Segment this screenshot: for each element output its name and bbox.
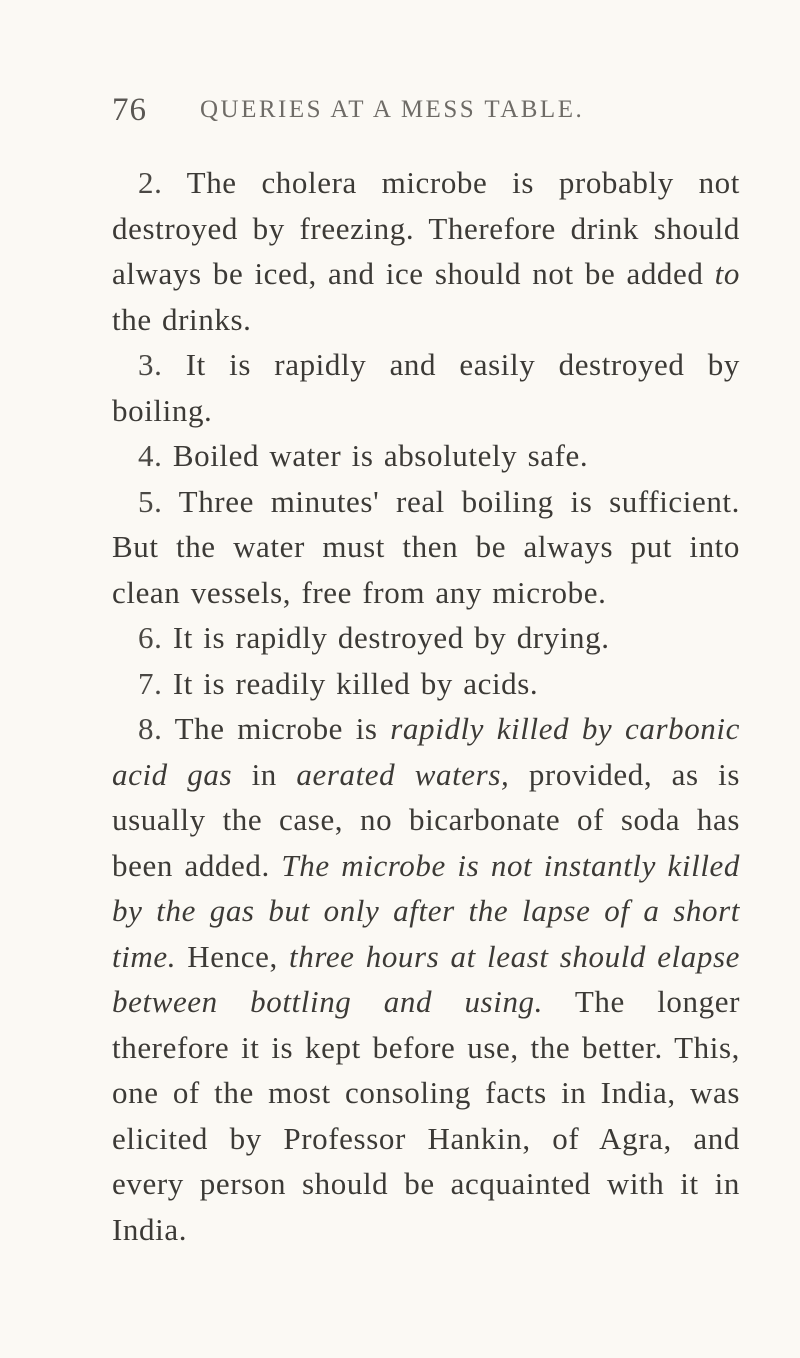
item-text: It is readily killed by acids. [172,665,539,701]
running-title: QUERIES AT A MESS TABLE. [200,96,585,123]
item-emphasis: three hours at least should elapse between bottling and using. [112,938,740,1019]
item-text: Hence, [176,938,289,974]
item-4 [112,433,740,479]
item-7 [112,661,740,707]
item-text: in [232,756,297,792]
item-number: 4. [138,438,163,473]
item-3 [112,342,740,433]
item-text: It is rapidly destroyed by drying. [172,620,610,655]
item-text: Boiled water is absolutely safe. [172,438,589,473]
item-number: 8. [138,711,163,746]
item-6 [112,615,740,661]
item-emphasis: The microbe is not instantly killed by the gas but only after the lapse of a short time. [112,847,740,974]
item-text: provided, as is usually the case, no bicarbonate of soda has been added. [112,756,741,883]
item-number: 5. [138,483,163,519]
item-number: 6. [138,620,163,655]
body-text [112,160,740,1252]
item-2 [112,160,740,342]
item-8 [112,706,740,1252]
item-text: The longer therefore it is kept before use, the better. This, one of the most consoling facts in India, was elicited by Professor Hankin, of Agra, and every person should be acquainted with it in India. [112,984,740,1247]
page-number: 76 [112,92,147,128]
item-emphasis: to [714,256,740,291]
item-number: 2. [138,165,163,200]
item-5 [112,479,740,616]
item-text: It is rapidly and easily destroyed by boiling. [112,347,740,428]
item-text: The cholera microbe is probably not destroyed by freezing. Therefore drink should always be iced, and ice should not be added [112,165,740,291]
item-text: Three minutes' real boiling is sufficient. But the water must then be always put into clean vessels, free from any microbe. [112,483,740,610]
item-emphasis: rapidly killed by carbonic acid gas [112,711,740,792]
item-number: 7. [138,665,163,701]
item-number: 3. [138,347,163,382]
item-text: The microbe is [174,711,391,746]
item-text-tail: the drinks. [112,301,252,337]
running-head [112,92,732,132]
item-emphasis: aerated waters, [296,756,510,792]
